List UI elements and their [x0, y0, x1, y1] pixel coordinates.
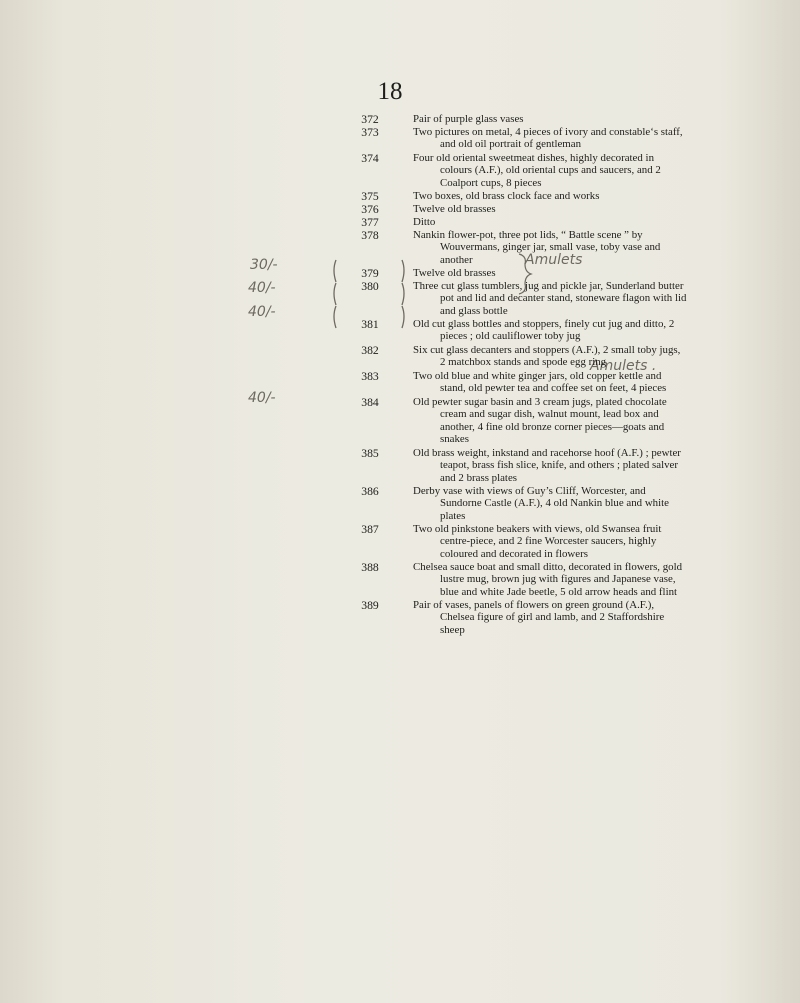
- lot-number: 373: [361, 126, 379, 139]
- lot-description: Two pictures on metal, 4 pieces of ivory and constable‘s staff, and old oil portrait of gentleman: [413, 126, 683, 151]
- lot-description: Four old oriental sweetmeat dishes, highly decorated in colours (A.F.), old oriental cups and saucers, and 2 Coalport cups, 8 pieces: [413, 152, 661, 189]
- lot-number: 386: [361, 485, 379, 498]
- margin-note-377: 40/-: [248, 304, 276, 320]
- handwritten-note-376-377: Amulets: [525, 252, 583, 268]
- lot-number: 389: [361, 599, 379, 612]
- lot-description: Three cut glass tumblers, jug and pickle jar, Sunderland butter pot and lid and decanter stand, stoneware flagon with lid and glass bottle: [413, 280, 687, 317]
- margin-note-379: 40/-: [248, 390, 276, 406]
- lot-number: 374: [361, 152, 379, 165]
- handwritten-note-379: Amulets .: [590, 358, 657, 374]
- lot-description: Chelsea sauce boat and small ditto, decorated in flowers, gold lustre mug, brown jug with figures and Japanese vase, blue and white Jade beetle, 5 old arrow heads and flint: [413, 561, 683, 598]
- lot-number: 387: [361, 523, 379, 536]
- lot-number: 382: [361, 344, 379, 357]
- lot-description: Two old pinkstone beakers with views, old Swansea fruit centre-piece, and 2 fine Worcester saucers, highly coloured and decorated in flowers: [413, 523, 662, 560]
- lot-number: 380: [361, 280, 379, 293]
- lot-description: Two old blue and white ginger jars, old copper kettle and stand, old pewter tea and coffee set on feet, 4 pieces: [413, 370, 667, 395]
- lot-description: Old pewter sugar basin and 3 cream jugs, plated chocolate cream and sugar dish, walnut mount, lead box and another, 4 fine old bronze corner pieces—goats and snakes: [413, 396, 667, 446]
- lot-description: Old brass weight, inkstand and racehorse hoof (A.F.) ; pewter teapot, brass fish slice, knife, and others ; plated salver and 2 brass plates: [413, 447, 681, 484]
- lot-number: 385: [361, 447, 379, 460]
- page-number: 18: [377, 78, 403, 105]
- lot-number: 379: [361, 267, 379, 280]
- lot-number: 372: [361, 113, 379, 126]
- lot-number: 388: [361, 561, 379, 574]
- lot-number: 376: [361, 203, 379, 216]
- lot-number: 377: [361, 216, 379, 229]
- lot-description: Old cut glass bottles and stoppers, finely cut jug and ditto, 2 pieces ; old cauliflower toby jug: [413, 318, 675, 343]
- lot-description: Twelve old brasses: [413, 267, 496, 279]
- lot-number: 383: [361, 370, 379, 383]
- lot-description: Pair of purple glass vases: [413, 113, 524, 125]
- lot-description: Twelve old brasses: [413, 203, 496, 215]
- lot-description: Ditto: [413, 216, 436, 228]
- margin-note-375: 30/-: [250, 257, 278, 273]
- lot-description: Nankin flower-pot, three pot lids, “ Battle scene ” by Wouvermans, ginger jar, small vase, toby vase and another: [413, 229, 661, 266]
- lot-number: 375: [361, 190, 379, 203]
- lot-description: Derby vase with views of Guy’s Cliff, Worcester, and Sundorne Castle (A.F.), 4 old Nankin blue and white plates: [413, 485, 669, 522]
- lot-description: Two boxes, old brass clock face and works: [413, 190, 600, 202]
- lot-number: 381: [361, 318, 379, 331]
- lot-description: Six cut glass decanters and stoppers (A.F.), 2 small toby jugs, 2 matchbox stands and spode egg ring: [413, 344, 681, 369]
- margin-note-376: 40/-: [248, 280, 276, 296]
- lot-number: 378: [361, 229, 379, 242]
- lot-number: 384: [361, 396, 379, 409]
- lot-description: Pair of vases, panels of flowers on green ground (A.F.), Chelsea figure of girl and lamb, and 2 Staffordshire sheep: [413, 599, 665, 636]
